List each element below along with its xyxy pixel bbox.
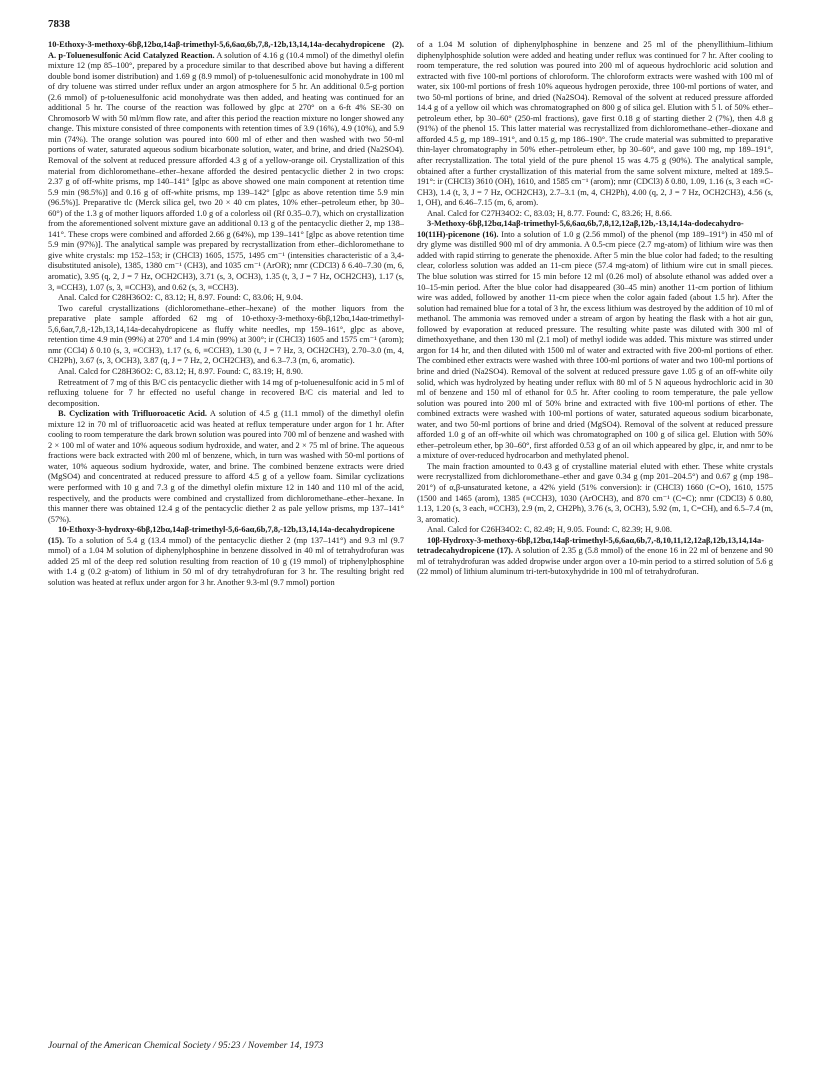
paragraph: [48, 525, 404, 588]
journal-footer: Journal of the American Chemical Society / 95:23 / November 14, 1973: [48, 1040, 324, 1051]
paragraph-text: Anal. Calcd for C26H34O2: C, 82.49; H, 9.05. Found: C, 82.39; H, 9.08.: [427, 525, 672, 535]
paragraph-text: To a solution of 5.4 g (13.4 mmol) of the pentacyclic diether 2 (mp 137–141°) and 9.3 ml (9.7 mmol) of a 1.04 M solution of diphenylphosphine in benzene dissolved in 40 ml of tetrahydrofuran was added 25 ml of the deep red solution resulting from reaction of 10 g (19 mmol) of triphenylphosphine with 1.4 g (0.2 g-atom) of lithium in 50 ml of dry tetrahydrofuran for 3 hr. The resulting bright red solution was heated at reflux under argon for 3 hr. Another 9.3-ml (9.7 mmol) portion: [48, 535, 404, 587]
paragraph: [417, 525, 773, 536]
paragraph-text: Anal. Calcd for C28H36O2: C, 83.12; H, 8.97. Found: C, 83.19; H, 8.90.: [58, 366, 303, 376]
section-heading: 10-Ethoxy-3-hydroxy-6bβ,12bα,14aβ-trimethyl-5,6-6aα,6b,7,8,-12b,13,14,14a-decahydropicene (15).: [48, 525, 395, 545]
paragraph-text: The main fraction amounted to 0.43 g of crystalline material eluted with ether. These white crystals were recrystallized from dichloromethane–ether and gave 0.34 g (mp 201–204.5°) and 0.67 g (mp 198–201°) of α,β-unsaturated ketone, a 42% yield (51% conversion): ir (CHCl3) 1660 (C=O), 1610, 1575 (1500 and 1465 (arom), 1385 (≡CCH3), 1030 (ArOCH3), and 870 cm⁻¹ (C=C); nmr (CDCl3) δ 0.80, 1.13, 1.20 (s, 3 each, ≡CCH3), 2.9 (m, 2, CH2Ph), 3.76 (s, 3, OCH3), 5.92 (m, 1, C=CH), and 6.5–7.4 (m, 3, aromatic).: [417, 461, 773, 524]
paragraph: [48, 40, 404, 293]
paragraph: [48, 304, 404, 367]
paragraph: [48, 378, 404, 410]
right-column: [417, 40, 773, 1000]
section-heading: 10-Ethoxy-3-methoxy-6bβ,12bα,14aβ-trimethyl-5,6,6aα,6b,7,8,-12b,13,14,14a-decahydropicene (2). A. p-Toluenesulfonic Acid Catalyzed Reaction.: [48, 40, 404, 60]
paragraph-text: A solution of 4.5 g (11.1 mmol) of the dimethyl olefin mixture 12 in 70 ml of trifluoroacetic acid was heated at reflux temperature under argon for 1 hr. After cooling to room temperature the dark brown solution was poured into 700 ml of benzene and washed with 2 × 100 ml of water and 10% aqueous sodium hydroxide, and water, and 2 × 75 ml of brine. The aqueous fractions were back extracted with 200 ml of benzene, which, in turn was washed with 50-ml portions of water, 10% aqueous sodium hydroxide, water, and brine. The combined benzene extracts were dried (MgSO4) and concentrated at reduced pressure to afford 4.5 g of a yellow foam. Similar cyclizations were performed with 10 g and 7.3 g of the dimethyl olefin mixture 12 in 140 and 110 ml of the acid, respectively, and the products were combined and crystallized from dichloromethane–ether–hexane. In this manner there was obtained 12.4 g of the pentacyclic diether 2 as pale yellow prisms, mp 137–141° (57%).: [48, 409, 404, 524]
paragraph-text: Anal. Calcd for C27H34O2: C, 83.03; H, 8.77. Found: C, 83.26; H, 8.66.: [427, 208, 672, 218]
paragraph-text: Into a solution of 1.0 g (2.56 mmol) of the phenol (mp 189–191°) in 450 ml of dry glyme was distilled 900 ml of dry ammonia. A 0.5-cm piece (2.7 mg-atom) of lithium wire was then added with rapid stirring to generate the phenoxide. After 5 min the blue color had faded; to the resulting clear, colorless solution was added an 11-cm piece (57.4 mg-atom) of lithium wire cut in small pieces. The blue solution was stirred for 15 min before 12 ml (0.26 mol) of absolute ethanol was added over a 10–15-min period. After the blue color had disappeared (30–45 min) another 11-cm portion of lithium wire was added, followed by another 11-cm piece when the color again faded (about 1.5 hr). After the solution had remained blue for a total of 3 hr, the excess lithium was destroyed by the addition of 10 ml of methanol. The ammonia was removed under a stream of argon by heating the flask with a hot air gun, followed by evaporation at reduced pressure. The resulting white paste was diluted with 300 ml of dimethoxyethane, and then 130 ml (2.1 mol) of methyl iodide was added. This mixture was stirred under argon for 14 hr, and then diluted with 1500 ml of water and extracted with five 200-ml portions of ether. The combined ether extracts were washed with three 100-ml portions of water and two 100-ml portions of brine and dried (Na2SO4). Removal of the solvent at reduced pressure gave 1.05 g of an off-white oily solid, which was hydrolyzed by heating under reflux with 80 ml of 5 N aqueous hydrochloric acid in 30 ml of benzene and 150 ml of ethanol for 0.5 hr. After cooling to room temperature, the pale yellow solution was poured into 200 ml of 50% brine and extracted with five 100-ml portions of ether. The combined extracts were washed with 100-ml portions of water, saturated aqueous sodium bicarbonate, water, and two 50-ml portions of brine and dried (MgSO4). Removal of the solvent at reduced pressure afforded 1.0 g of an off-white oil which was chromatographed on 100 g of silica gel. Elution with 50% ether–petroleum ether, bp 30–60°, first afforded 0.53 g of an oil which appeared by glpc, ir, and nmr to be a mixture of over-reduced hydrocarbon and methylated phenol.: [417, 229, 773, 461]
section-heading: 10β-Hydroxy-3-methoxy-6bβ,12bα,14aβ-trimethyl-5,6,6aα,6b,7,-8,10,11,12,12aβ,12b,13,14,14a-tetradecahydropicene (17).: [417, 535, 764, 556]
paragraph-text: of a 1.04 M solution of diphenylphosphine in benzene and 25 ml of the phenyllithium–lithium diphenylphosphide solution were added and heating under reflux was continued for 7 hr. After cooling to room temperature, the red solution was poured into 200 ml of aqueous hydrochloric acid solution and extracted with five 100-ml portions of chloroform. The chloroform extracts were washed with 100 ml of water, six 100-ml portions of fresh 10% aqueous hydrogen peroxide, three 100-ml portions of water, and two 50-ml portions of brine, and dried (Na2SO4). Removal of the solvent at reduced pressure afforded 14.4 g of a yellow oil which was chromatographed on 800 g of silica gel. Elution with 5 l. of 50% ether–petroleum ether, bp 30–60° (250-ml fractions), gave first 0.18 g of starting diether 2 (7%), then 4.8 g (91%) of the phenol 15. This latter material was recrystallized from dichloromethane–ether–dioxane and afforded 4.5 g, mp 189–191°, and 0.15 g, mp 186–190°. The crude material was submitted to preparative thin-layer chromatography in 50% ether–petroleum ether, bp 30–60°, and gave 100 mg, mp 189–191°, after recrystallization. The total yield of the pure phenol 15 was 4.75 g (90%). The analytical sample, obtained after a further crystallization of this material from the same solvent mixture, melted at 189.5–191°: ir (CHCl3) 3610 (OH), 1610, and 1585 cm⁻¹ (arom); nmr (CDCl3) δ 0.80, 1.09, 1.16 (s, 3 each ≡C-CH3), 1.4 (t, 3, J = 7 Hz, OCH2CH3), 2.7–3.1 (m, 4, CH2Ph), 4.00 (q, 2, J = 7 Hz, OCH2CH3), 4.56 (s, 1, OH), and 6.46–7.15 (m, 6, arom).: [417, 40, 773, 208]
paragraph: [48, 293, 404, 304]
page-number: 7838: [48, 18, 70, 30]
paragraph-text: Retreatment of 7 mg of this B/C cis pentacyclic diether with 14 mg of p-toluenesulfonic acid in 5 ml of refluxing toluene for 7 hr effected no useful change in recovered B/C cis material and led to decomposition.: [48, 377, 404, 408]
paragraph-text: A solution of 4.16 g (10.4 mmol) of the dimethyl olefin mixture 12 (mp 85–100°, prepared by a procedure similar to that described above but having a different double bond isomer distribution) and 1.69 g (8.9 mmol) of p-toluenesulfonic acid monohydrate in 100 ml of dry toluene was stirred under reflux under an argon atmosphere for 5 hr. An additional 0.5-g portion (2.6 mmol) of p-toluenesulfonic acid monohydrate was then added, and heating was continued for an additional 5 hr. The course of the reaction was followed by glpc at 270° on a 6-ft 4% SE-30 on Chromosorb W with 50 ml/mm flow rate, and after this period the reaction mixture no longer showed any change. This mixture consisted of three components with retention times of 3.9 (16%), 4.9 (10%), and 5.9 min (74%). The orange solution was poured into 600 ml of ether and then washed with two 50-ml portions of water, saturated aqueous sodium bicarbonate solution, water, and brine, and dried (Na2SO4). Removal of the solvent at reduced pressure afforded 4.3 g of a yellow-orange oil. Crystallization of this material from dichloromethane–ether–hexane afforded the desired pentacyclic diether 2 in two crops: 2.37 g of off-white prisms, mp 140–141° [glpc as above showed one main component at retention time 5.9 min (98.5%)] and 0.16 g of off-white prisms, mp 139–142° [glpc as above retention time 5.9 min (96.5%)]. Preparative tlc (Merck silica gel, two 20 × 40 cm plates, 10% ether–petroleum ether, bp 30–60°) of the 1.3 g of mother liquors afforded 1.0 g of a colorless oil (Rf 0.35–0.7), which on crystallization from the aforementioned solvent mixture gave an additional 0.13 g of the pentacyclic diether 2, mp 138–141°. These crops were combined and afforded 2.66 g (64%), mp 139–141° [glpc as above retention time 5.9 min (97%)]. The analytical sample was prepared by recrystallization from ether–dichloromethane to give white crystals: mp 152–153; ir (CHCl3) 1605, 1575, 1495 cm⁻¹ (intensities characteristic of a 3,4-disubstituted anisole), 1385, 1380 cm⁻¹ (CH3), and 1035 cm⁻¹ (ArOR); nmr (CDCl3) δ 6.40–7.30 (m, 6, aromatic), 3.95 (q, 2, J = 7 Hz, OCH2CH3), 3.71 (s, 3, OCH3), 1.35 (t, 3, J = 7 Hz, OCH2CH3), 1.17 (s, 3, ≡CCH3), 1.07 (s, 3, ≡CCH3), and 0.62 (s, 3, ≡CCH3).: [48, 50, 404, 292]
section-heading: B. Cyclization with Trifluoroacetic Acid.: [58, 409, 207, 419]
paragraph: [417, 536, 773, 578]
section-heading: 3-Methoxy-6bβ,12bα,14aβ-trimethyl-5,6,6aα,6b,7,8,12,12aβ,12b,-13,14,14a-dodecahydro-10(11H)-picenone (16).: [417, 219, 744, 239]
paragraph-text: A solution of 2.35 g (5.8 mmol) of the enone 16 in 22 ml of benzene and 90 ml of tetrahydrofuran was added dropwise under argon over a 10-min period to a stirred solution of 5.6 g (22 mmol) of lithium aluminum tri-tert-butoxyhydride in 100 ml of tetrahydrofuran.: [417, 546, 773, 577]
paragraph: [48, 409, 404, 525]
paragraph: [417, 219, 773, 462]
paragraph-text: Anal. Calcd for C28H36O2: C, 83.12; H, 8.97. Found: C, 83.06; H, 9.04.: [58, 293, 303, 303]
paragraph: [417, 462, 773, 525]
paragraph-text: Two careful crystallizations (dichloromethane–ether–hexane) of the mother liquors from the preparative plate sample afforded 62 mg of 10-ethoxy-3-methoxy-6bβ,12bα,14aα-trimethyl-5,6,6aα,7,8,-12b,13,14,14a-decahydropicene as fluffy white needles, mp 159–161°, glpc as above, retention time 4.9 min (99%) at 270° and 1.4 min (99%) at 300°; ir (CHCl3) 1605 and 1575 cm⁻¹ (arom); nmr (CCl4) δ 0.10 (s, 3, ≡CCH3), 1.17 (s, 6, ≡CCH3), 1.30 (t, J = 7 Hz, 3, OCH2CH3), 2.70–3.0 (m, 4, CH2Ph), 3.67 (s, 3, OCH3), 3.87 (q, J = 7 Hz, 2, OCH2CH3), and 6.3–7.3 (m, 6, aromatic).: [48, 303, 404, 366]
paragraph: [48, 367, 404, 378]
left-column: [48, 40, 404, 1000]
paragraph: [417, 209, 773, 220]
article-body: [48, 40, 773, 1000]
paragraph: [417, 40, 773, 209]
